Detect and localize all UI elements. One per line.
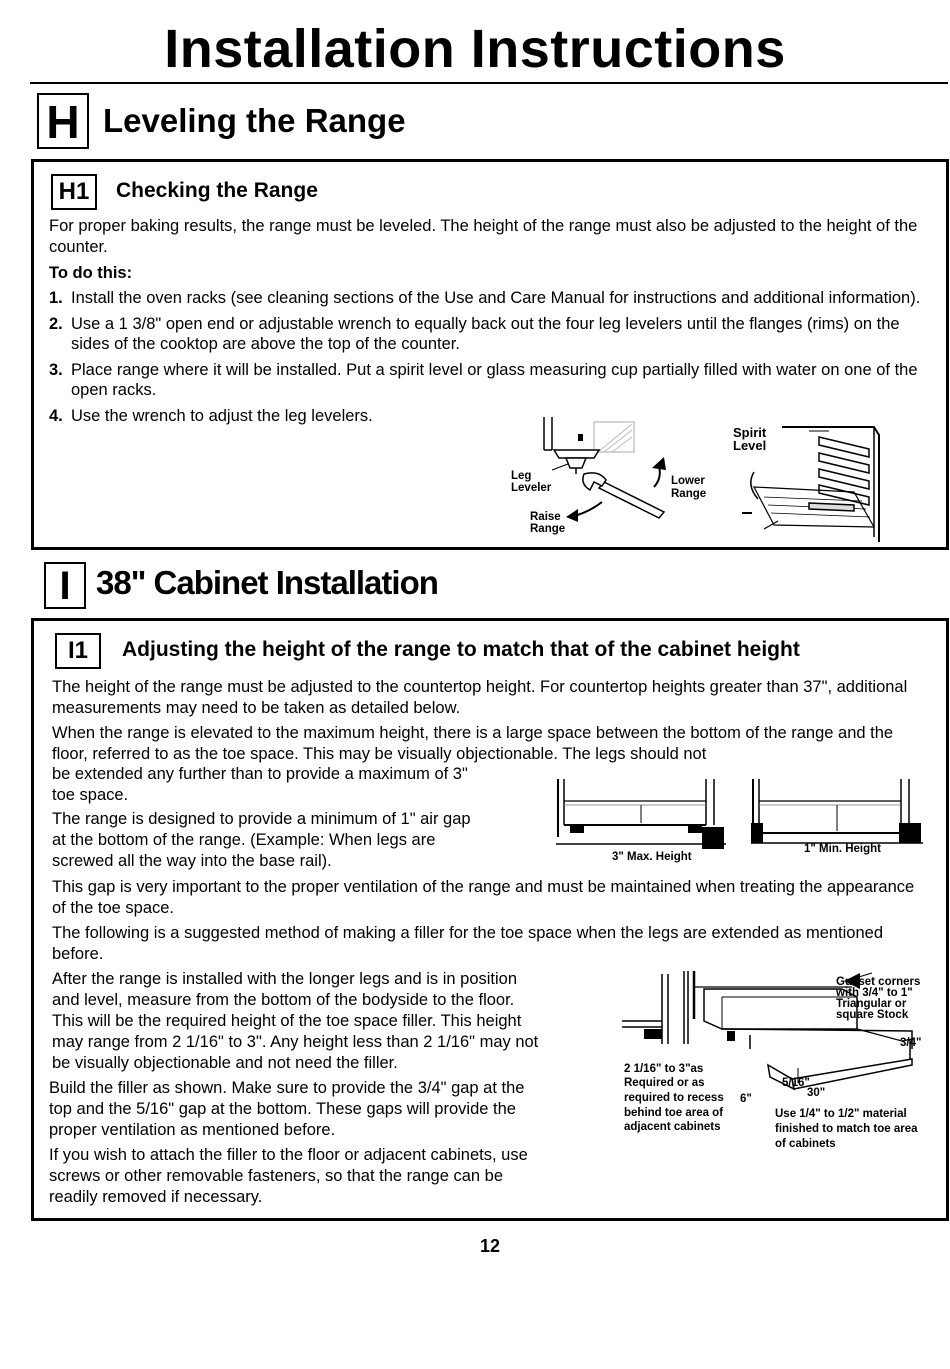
filler-range-note-2: Required or as: [624, 1077, 705, 1089]
i1-paragraph-2-cont: be extended any further than to provide a maximum of 3": [52, 765, 468, 783]
label-leveler: Leveler: [511, 482, 552, 494]
i1-paragraph-2-end: toe space.: [52, 786, 129, 804]
max-height-illustration: [556, 777, 726, 849]
i1-paragraph-2: When the range is elevated to the maximum height, there is a large space between the bottom of the range and the floor, referred to as the toe space. This may be visually objectionable. The legs should not: [52, 724, 894, 763]
step-item: 1. Install the oven racks (see cleaning sections of the Use and Care Manual for instructions and additional information).: [49, 289, 921, 307]
i1-paragraph-8-line-2: screws or other removable fasteners, so that the range can be: [49, 1167, 503, 1185]
i1-paragraph-3-line-1: The range is designed to provide a minimum of 1" air gap: [52, 810, 471, 828]
filler-range-note-3: required to recess: [624, 1092, 724, 1104]
label-spirit: Spirit: [733, 425, 767, 440]
i1-paragraph-8-line-3: readily removed if necessary.: [49, 1188, 263, 1206]
label-min-height: 1" Min. Height: [804, 843, 882, 855]
section-h-letter: H: [37, 93, 89, 149]
filler-gusset-2: with 3/4" to 1": [836, 987, 913, 999]
filler-material-2: finished to match toe area: [775, 1123, 918, 1135]
filler-gap-bottom: 5/16": [782, 1077, 810, 1089]
i1-paragraph-5: The following is a suggested method of making a filler for the toe space when the legs are extended as mentioned before.: [52, 924, 884, 963]
section-i-panel: [31, 618, 949, 1221]
h1-steps: [49, 288, 939, 431]
i1-paragraph-6-line-4: may range from 2 1/16" to 3". Any height less than 2 1/16" may not: [52, 1033, 539, 1051]
step-item: 4. Use the wrench to adjust the leg levelers.: [49, 406, 373, 425]
section-i-letter: I: [44, 562, 86, 609]
section-h-title: Leveling the Range: [103, 102, 406, 139]
label-raise: Raise: [530, 511, 561, 523]
filler-range-note-4: behind toe area of: [624, 1107, 724, 1119]
section-i-title: 38" Cabinet Installation: [96, 564, 438, 601]
label-level: Level: [733, 438, 767, 453]
filler-dim-6: 6": [740, 1093, 752, 1105]
page-title: Installation Instructions: [164, 19, 786, 79]
filler-dim-30: 30": [807, 1087, 826, 1099]
filler-material-1: Use 1/4" to 1/2" material: [775, 1108, 907, 1120]
i1-paragraph-6-line-2: and level, measure from the bottom of the bodyside to the floor.: [52, 991, 515, 1009]
label-range-raise: Range: [530, 523, 566, 535]
title-divider: [30, 82, 948, 84]
i1-paragraph-8-line-1: If you wish to attach the filler to the floor or adjacent cabinets, use: [49, 1146, 528, 1164]
h1-intro: For proper baking results, the range must be leveled. The height of the range must also be adjusted to the height of the counter.: [49, 217, 918, 256]
i1-paragraph-3-line-3: screwed all the way into the base rail).: [52, 852, 332, 870]
step-item: 2. Use a 1 3/8" open end or adjustable wrench to equally back out the four leg levelers until the flanges (rims) on the sides of the cooktop are above the top of the counter.: [49, 314, 900, 353]
i1-paragraph-4: This gap is very important to the proper ventilation of the range and must be maintained when treating the appearance of the toe space.: [52, 878, 915, 917]
label-lower: Lower: [671, 475, 705, 487]
section-h-panel: [31, 159, 949, 550]
label-range-lower: Range: [671, 488, 707, 500]
filler-gusset-4: square Stock: [836, 1009, 909, 1021]
todo-label: To do this:: [49, 264, 133, 282]
i1-paragraph-6-line-3: This will be the required height of the toe space filler. This height: [52, 1012, 522, 1030]
min-height-illustration: [751, 777, 923, 849]
i1-paragraph-6-line-1: After the range is installed with the longer legs and is in position: [52, 970, 518, 988]
subsection-h1-title: Checking the Range: [116, 179, 318, 202]
i1-paragraph-1: The height of the range must be adjusted to the countertop height. For countertop heights greater than 37", additional measurements may need to be taken as detailed below.: [52, 678, 908, 717]
filler-gap-top: 3/4": [900, 1037, 922, 1049]
subsection-i1-title: Adjusting the height of the range to match that of the cabinet height: [122, 638, 800, 661]
filler-gusset-3: Triangular or: [836, 998, 907, 1010]
i1-paragraph-7-line-1: Build the filler as shown. Make sure to provide the 3/4" gap at the: [49, 1079, 525, 1097]
filler-material-3: of cabinets: [775, 1138, 836, 1150]
i1-paragraph-7-line-2: top and the 5/16" gap at the bottom. These gaps will provide the: [49, 1100, 516, 1118]
filler-range-note-5: adjacent cabinets: [624, 1121, 721, 1133]
i1-paragraph-6-line-5: be visually objectionable and not need the filler.: [52, 1054, 398, 1072]
label-max-height: 3" Max. Height: [612, 851, 692, 863]
step-item: 3. Place range where it will be installed. Put a spirit level or glass measuring cup partially filled with water on one of the open racks.: [49, 360, 918, 399]
subsection-h1-code: H1: [51, 174, 97, 210]
page-number: 12: [479, 1236, 501, 1256]
label-leg: Leg: [511, 470, 532, 482]
i1-paragraph-3-line-2: at the bottom of the range. (Example: When legs are: [52, 831, 436, 849]
filler-range-note-1: 2 1/16" to 3"as: [624, 1063, 704, 1075]
subsection-i1-code: I1: [55, 633, 101, 669]
i1-paragraph-7-line-3: proper ventilation as mentioned before.: [49, 1121, 336, 1139]
filler-gusset-1: Gusset corners: [836, 976, 921, 988]
